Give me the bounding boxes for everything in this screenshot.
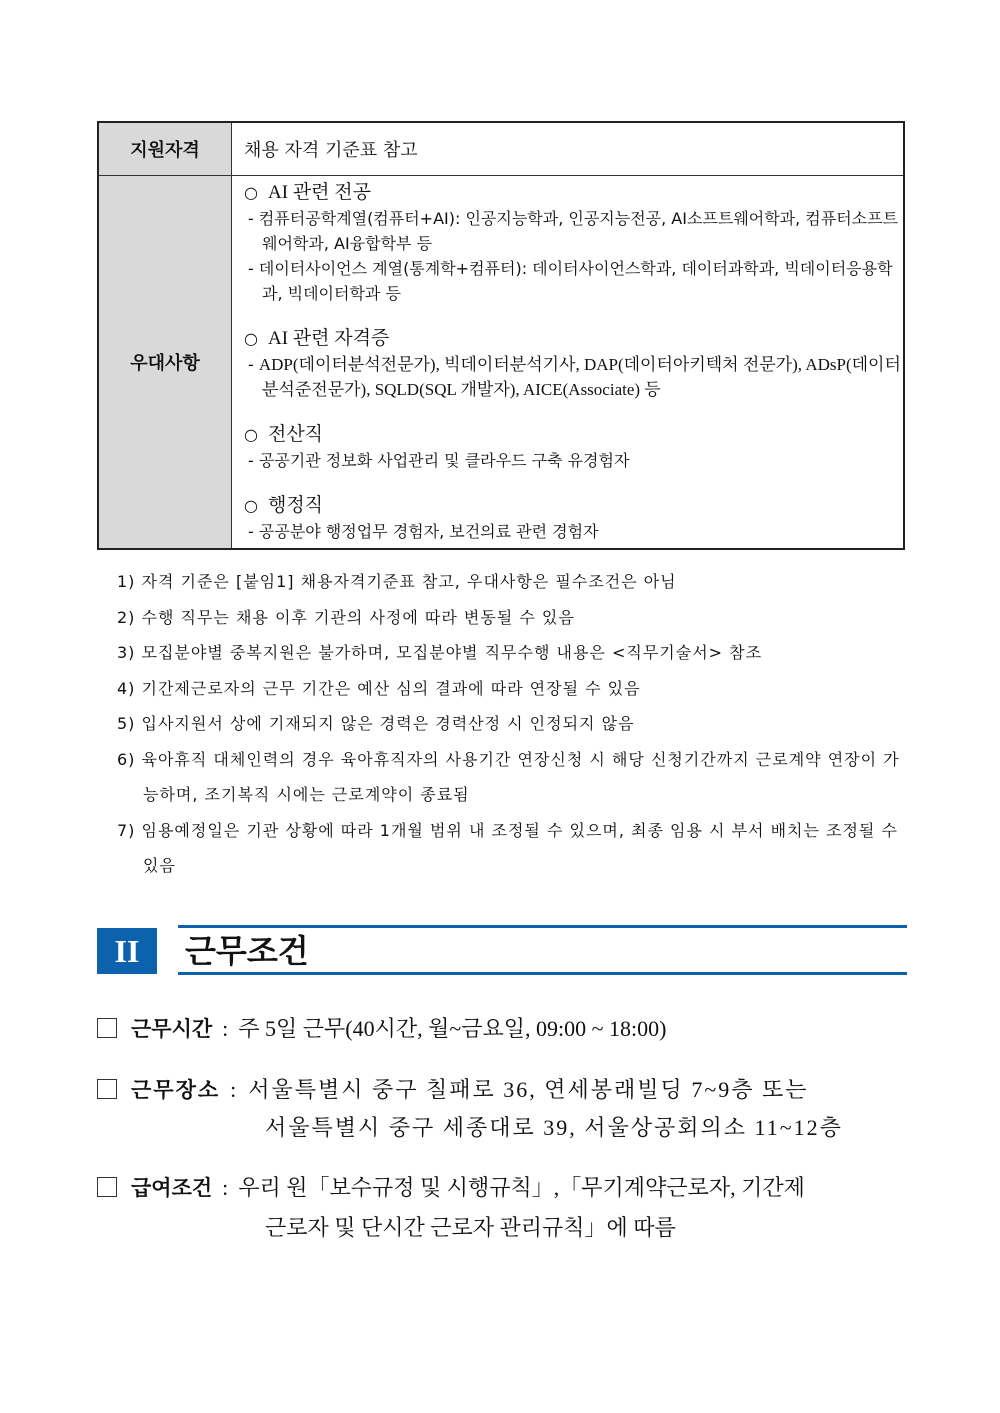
pref-section-ai-major: [244, 180, 903, 306]
footnote-item: 6) 육아휴직 대체인력의 경우 육아휴직자의 사용기간 연장신청 시 해당 신청기간까지 근로계약 연장이 가능하며, 조기복직 시에는 근로계약이 종료됨: [117, 749, 900, 804]
condition-label: 근무장소: [131, 1078, 221, 1102]
condition-label: 근무시간: [131, 1017, 213, 1041]
preferences-content: [232, 176, 905, 550]
condition-work-hours: 근무시간 : 주 5일 근무(40시간, 월~금요일, 09:00 ~ 18:00): [97, 1012, 912, 1043]
eligibility-value: 채용 자격 기준표 참고: [232, 122, 905, 176]
list-item: - 공공분야 행정업무 경험자, 보건의료 관련 경험자: [248, 522, 599, 541]
list-item: - 컴퓨터공학계열(컴퓨터+AI): 인공지능학과, 인공지능전공, AI소프트웨어학과, 컴퓨터소프트웨어학과, AI융합학부 등: [248, 209, 899, 253]
condition-value-line2: 서울특별시 중구 세종대로 39, 서울상공회의소 11~12층: [265, 1115, 843, 1140]
row-header-eligibility: 지원자격: [98, 122, 232, 176]
condition-value: 주 5일 근무(40시간, 월~금요일, 09:00 ~ 18:00): [238, 1016, 667, 1041]
heading-rule-bottom: [178, 972, 907, 975]
condition-label: 급여조건: [131, 1176, 213, 1200]
list-item: - 데이터사이언스 계열(통계학+컴퓨터): 데이터사이언스학과, 데이터과학과, 빅데이터응용학과, 빅데이터학과 등: [248, 259, 893, 303]
table-row-preferences: [98, 176, 904, 550]
footnote-item: 7) 임용예정일은 기관 상황에 따라 1개월 범위 내 조정될 수 있으며, 최종 임용 시 부서 배치는 조정될 수 있음: [117, 820, 898, 875]
section-title: 전산직: [267, 424, 324, 445]
checkbox-square-icon: [97, 1177, 117, 1197]
row-header-preferences: 우대사항: [98, 176, 232, 550]
table-row-eligibility: [98, 122, 904, 176]
pref-section-admin: [244, 493, 903, 544]
pref-section-it: [244, 422, 903, 473]
chapter-title: 근무조건: [185, 932, 309, 970]
chapter-number-badge: II: [97, 928, 157, 974]
condition-value-line2: 근로자 및 단시간 근로자 관리규칙」에 따름: [265, 1215, 676, 1240]
pref-section-ai-cert: [244, 326, 903, 402]
footnote-item: 2) 수행 직무는 채용 이후 기관의 사정에 따라 변동될 수 있음: [117, 607, 575, 627]
circle-bullet-icon: ○: [244, 329, 258, 348]
list-item: - 공공기관 정보화 사업관리 및 클라우드 구축 유경험자: [248, 451, 630, 470]
condition-value: 서울특별시 중구 칠패로 36, 연세봉래빌딩 7~9층 또는: [248, 1077, 809, 1102]
checkbox-square-icon: [97, 1018, 117, 1038]
footnote-item: 1) 자격 기준은 [붙임1] 채용자격기준표 참고, 우대사항은 필수조건은 아님: [117, 572, 677, 591]
footnote-item: 5) 입사지원서 상에 기재되지 않은 경력은 경력산정 시 인정되지 않음: [117, 714, 635, 733]
qualification-table: [97, 121, 905, 550]
footnotes-list: [117, 564, 907, 884]
circle-bullet-icon: ○: [244, 425, 258, 444]
circle-bullet-icon: ○: [244, 496, 258, 515]
list-item: - ADP(데이터분석전문가), 빅데이터분석기사, DAP(데이터아키텍처 전문가), ADsP(데이터분석준전문가), SQLD(SQL 개발자), AICE(Associate) 등: [248, 355, 901, 399]
checkbox-square-icon: [97, 1079, 117, 1099]
circle-bullet-icon: ○: [244, 183, 258, 202]
condition-value: 우리 원「보수규정 및 시행규칙」,「무기계약근로자, 기간제: [238, 1175, 805, 1200]
section-title: AI 관련 자격증: [267, 328, 390, 349]
footnote-item: 4) 기간제근로자의 근무 기간은 예산 심의 결과에 따라 연장될 수 있음: [117, 678, 641, 698]
section-title: AI 관련 전공: [267, 182, 371, 203]
condition-work-location: 근무장소 : 서울특별시 중구 칠패로 36, 연세봉래빌딩 7~9층 또는 서울특별시 중구 세종대로 39, 서울상공회의소 11~12층: [97, 1073, 912, 1145]
condition-salary: 급여조건 : 우리 원「보수규정 및 시행규칙」,「무기계약근로자, 기간제 근로자 및 단시간 근로자 관리규칙」에 따름: [97, 1170, 912, 1246]
chapter-heading: [97, 925, 907, 975]
footnote-item: 3) 모집분야별 중복지원은 불가하며, 모집분야별 직무수행 내용은 <직무기술서> 참조: [117, 643, 763, 662]
heading-rule-top: [178, 925, 907, 928]
section-title: 행정직: [267, 495, 324, 516]
